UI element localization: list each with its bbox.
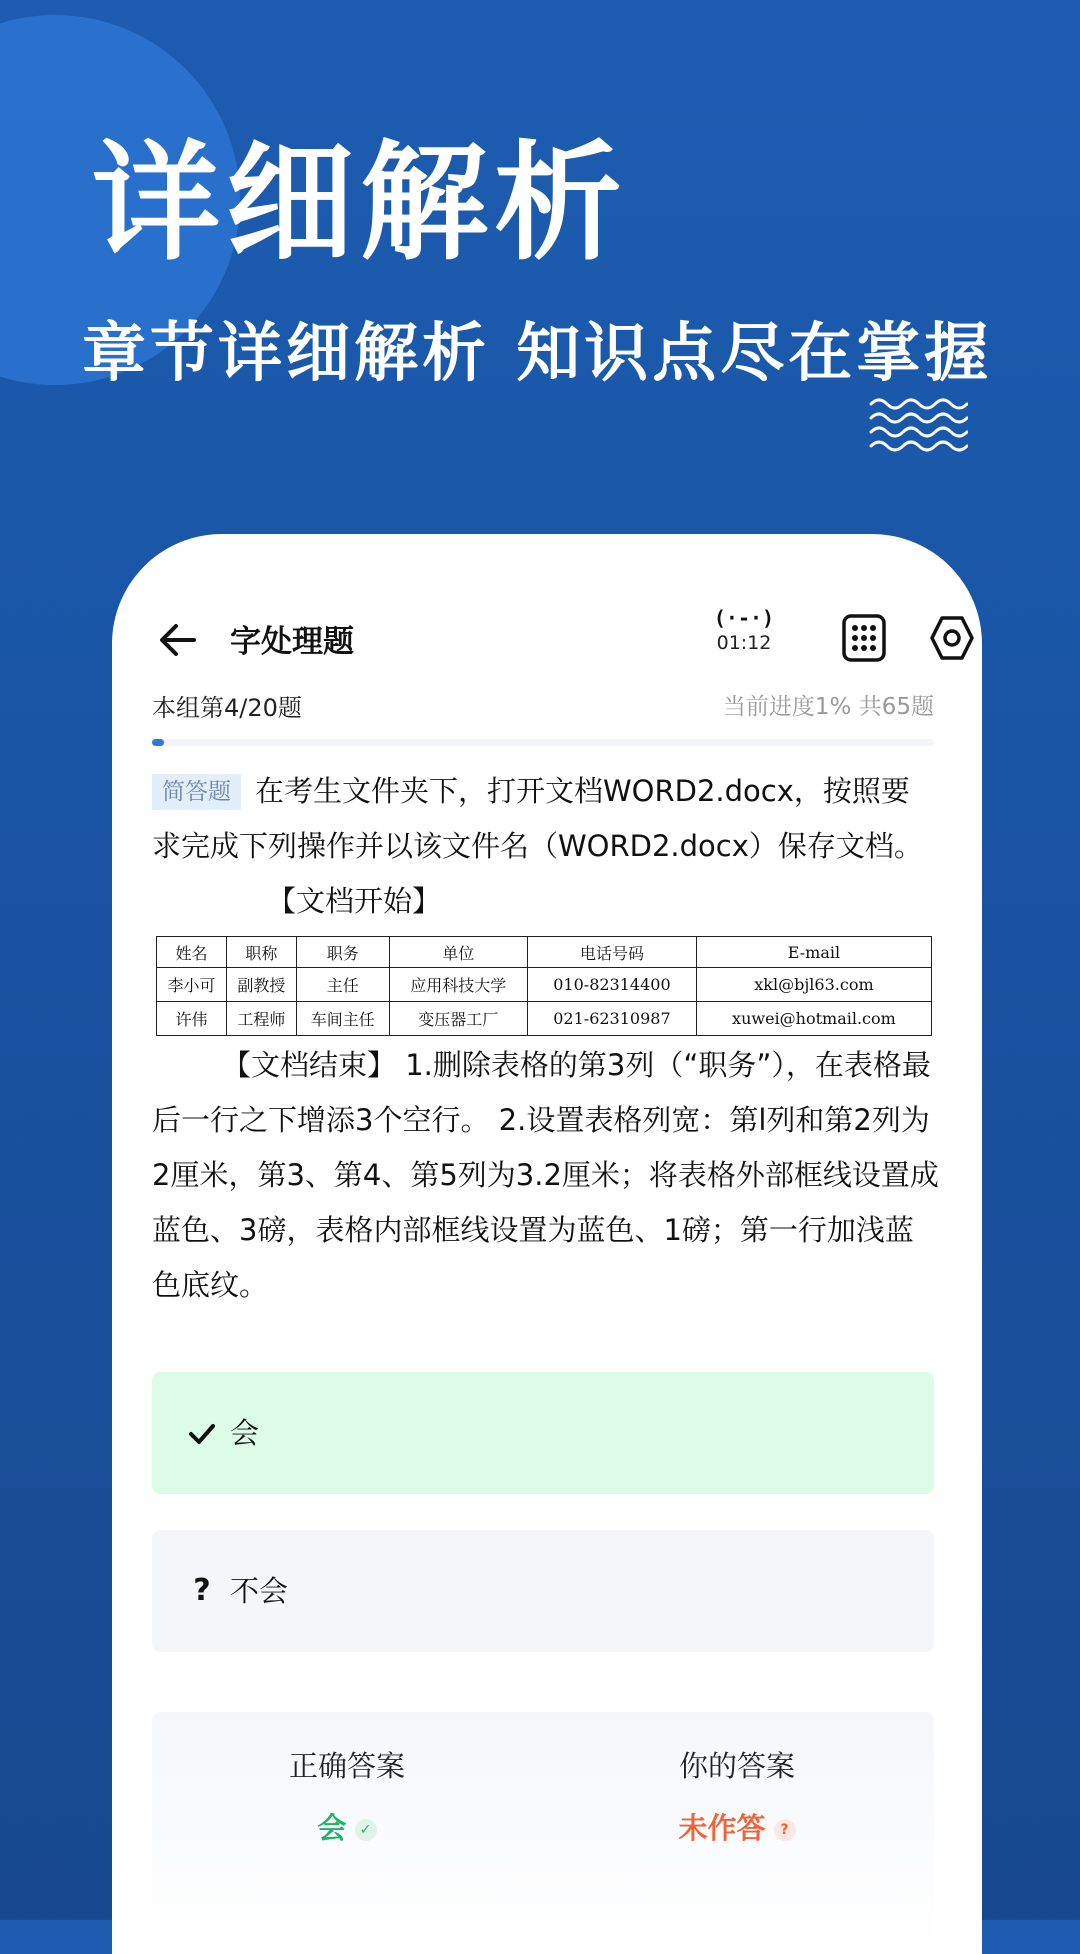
- promo-headline: 详细解析: [92, 129, 629, 278]
- progress-row: [152, 688, 934, 728]
- table-header-cell: 职务: [296, 937, 389, 968]
- question-type-tag: 简答题: [152, 774, 241, 810]
- question-text: [152, 764, 934, 929]
- table-cell: 许伟: [157, 1002, 227, 1036]
- table-cell: 变压器工厂: [389, 1002, 527, 1036]
- top-bar: [152, 600, 942, 680]
- table-cell: 车间主任: [296, 1002, 389, 1036]
- doc-start-marker: 【文档开始】: [267, 884, 442, 918]
- timer-button[interactable]: [704, 606, 784, 654]
- table-row: [157, 1002, 932, 1036]
- timer-face-icon: (·-·): [713, 606, 775, 630]
- group-position-label: 本组第4/20题: [152, 694, 302, 722]
- table-row: [157, 968, 932, 1002]
- table-cell: 工程师: [226, 1002, 296, 1036]
- check-badge-icon: ✓: [355, 1819, 377, 1841]
- table-cell: xuwei@hotmail.com: [696, 1002, 931, 1036]
- wave-icon: [868, 396, 968, 454]
- table-cell: 021-62310987: [528, 1002, 697, 1036]
- promo-subline: 章节详细解析 知识点尽在掌握: [82, 317, 993, 391]
- correct-answer-column: [152, 1746, 542, 1848]
- question-icon: ?: [193, 1573, 211, 1608]
- page-title: 字处理题: [230, 624, 354, 660]
- option-dont-know[interactable]: [152, 1530, 934, 1652]
- progress-summary: 当前进度1% 共65题: [722, 694, 934, 720]
- progress-bar: [152, 739, 934, 746]
- question-instructions: [152, 1038, 942, 1313]
- table-header-cell: 姓名: [157, 937, 227, 968]
- question-intro: 在考生文件夹下，打开文档WORD2.docx，按照要求完成下列操作并以该文件名（WORD2.docx）保存文档。: [152, 774, 923, 863]
- table-cell: 副教授: [226, 968, 296, 1002]
- table-cell: 应用科技大学: [389, 968, 527, 1002]
- settings-icon[interactable]: [928, 614, 976, 662]
- table-header-cell: 单位: [389, 937, 527, 968]
- your-answer-value: [542, 1808, 932, 1848]
- timer-text: 01:12: [716, 632, 772, 654]
- check-icon: [182, 1413, 222, 1453]
- correct-answer-text: 会: [317, 1811, 347, 1845]
- table-cell: 主任: [296, 968, 389, 1002]
- your-answer-column: [542, 1746, 932, 1848]
- option-dont-know-label: 不会: [230, 1574, 289, 1608]
- back-arrow-icon[interactable]: [152, 612, 208, 668]
- question-badge-icon: ?: [774, 1819, 796, 1841]
- document-table: [156, 936, 932, 1036]
- correct-answer-heading: 正确答案: [288, 1749, 405, 1783]
- table-header-row: [157, 937, 932, 968]
- table-header-cell: E-mail: [696, 937, 931, 968]
- your-answer-heading: 你的答案: [678, 1749, 795, 1783]
- answer-summary: [152, 1712, 934, 1952]
- progress-bar-fill: [152, 739, 164, 746]
- answer-sheet-grid-icon[interactable]: [842, 614, 886, 662]
- option-know-label: 会: [230, 1416, 260, 1450]
- option-know[interactable]: [152, 1372, 934, 1494]
- table-cell: xkl@bjl63.com: [696, 968, 931, 1002]
- question-after-text: 【文档结束】 1.删除表格的第3列（“职务”），在表格最后一行之下增添3个空行。 2.设置表格列宽：第l列和第2列为2厘米，第3、第4、第5列为3.2厘米；将表格外部框线设置成蓝色、3磅，表格内部框线设置为蓝色、1磅；第一行加浅蓝色底纹。: [152, 1048, 939, 1302]
- table-cell: 李小可: [157, 968, 227, 1002]
- correct-answer-value: [152, 1808, 542, 1848]
- phone-screen: [112, 534, 982, 1954]
- table-header-cell: 职称: [226, 937, 296, 968]
- your-answer-text: 未作答: [678, 1811, 766, 1845]
- table-cell: 010-82314400: [528, 968, 697, 1002]
- table-header-cell: 电话号码: [528, 937, 697, 968]
